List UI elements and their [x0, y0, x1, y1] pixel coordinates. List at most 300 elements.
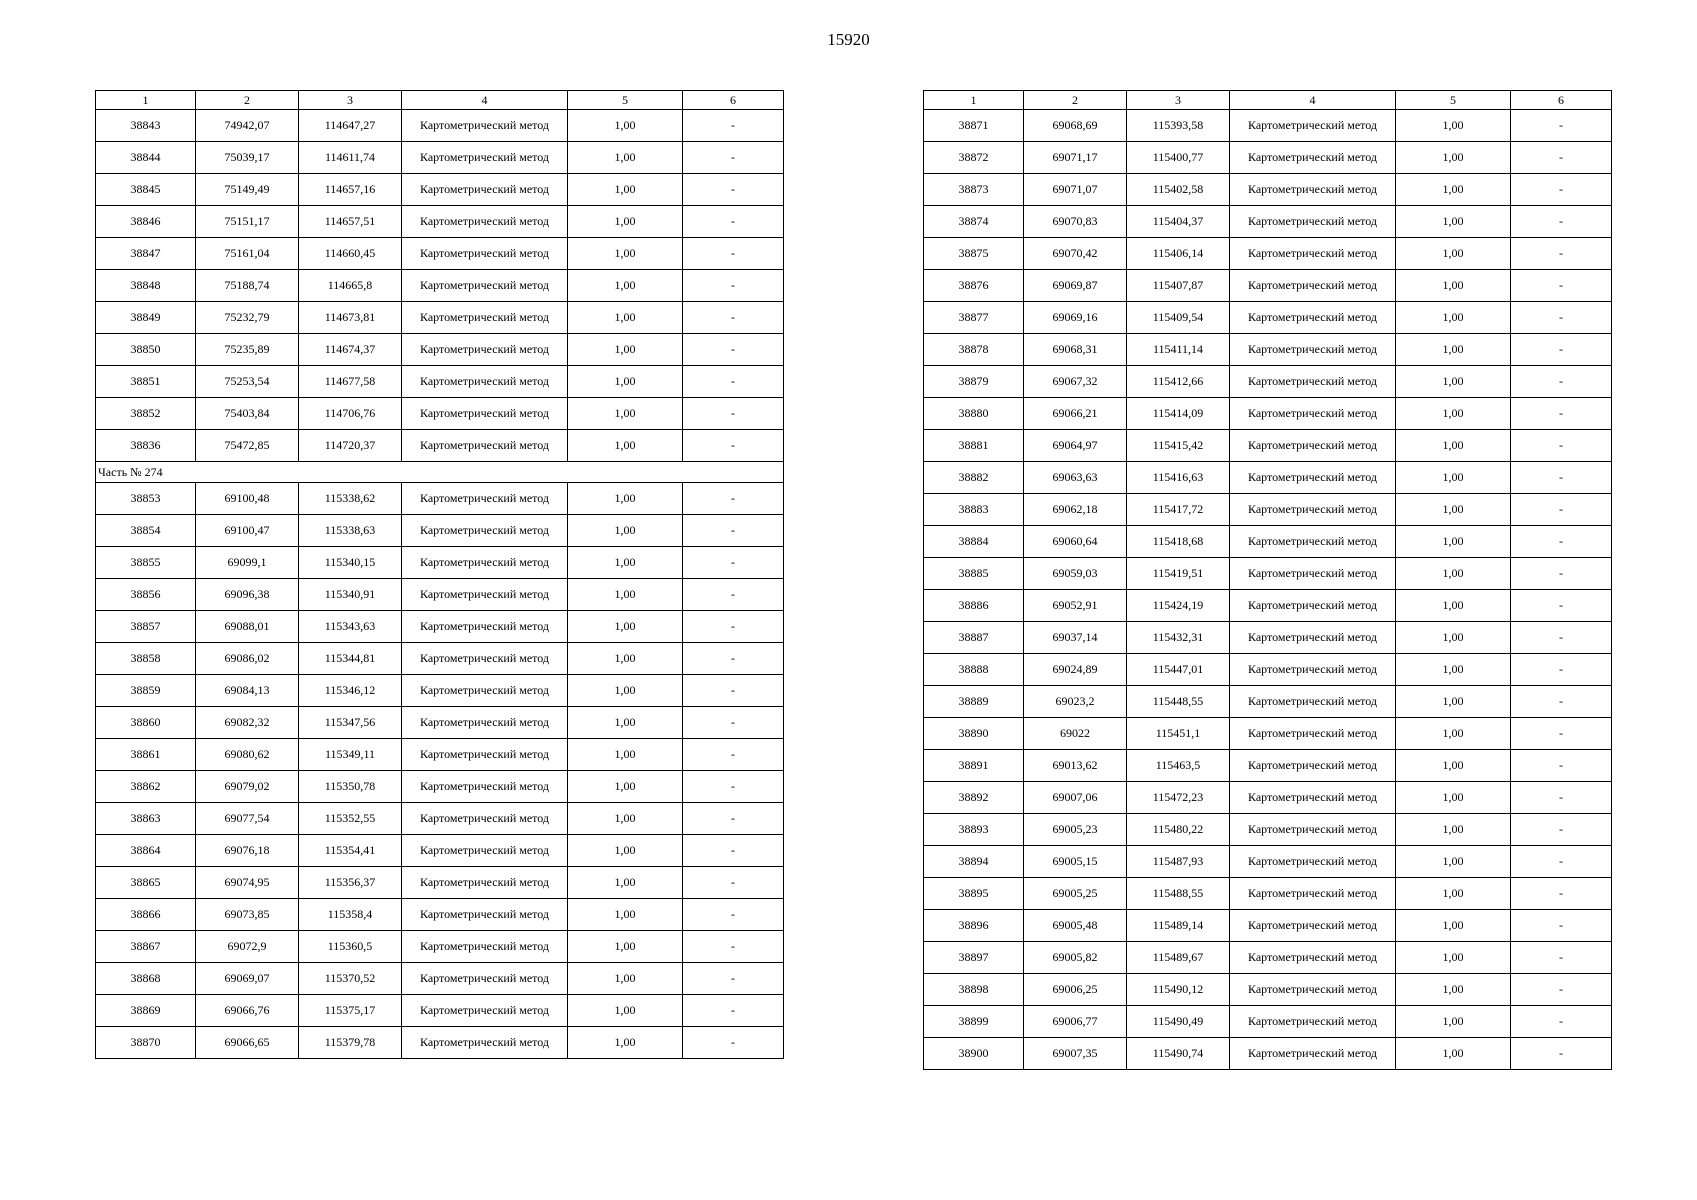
table-row: [924, 494, 1612, 526]
table-cell: -: [1511, 750, 1612, 782]
table-row: [96, 174, 784, 206]
table-cell: 38862: [96, 771, 196, 803]
table-cell: 115338,62: [299, 483, 402, 515]
table-cell: -: [683, 899, 784, 931]
table-cell: 1,00: [1396, 558, 1511, 590]
table-cell: Картометрический метод: [1230, 558, 1396, 590]
table-cell: -: [1511, 462, 1612, 494]
table-cell: 1,00: [1396, 910, 1511, 942]
table-cell: 38892: [924, 782, 1024, 814]
table-cell: -: [1511, 206, 1612, 238]
table-cell: 115360,5: [299, 931, 402, 963]
table-cell: Картометрический метод: [402, 270, 568, 302]
page-number: 15920: [827, 30, 870, 49]
table-cell: -: [683, 483, 784, 515]
table-cell: 69005,48: [1024, 910, 1127, 942]
table-cell: Картометрический метод: [1230, 110, 1396, 142]
table-cell: 1,00: [568, 739, 683, 771]
table-cell: 69005,15: [1024, 846, 1127, 878]
column-header: 6: [1511, 91, 1612, 110]
table-cell: 38898: [924, 974, 1024, 1006]
table-cell: 114611,74: [299, 142, 402, 174]
table-cell: 69005,23: [1024, 814, 1127, 846]
table-cell: 69006,25: [1024, 974, 1127, 1006]
table-cell: -: [683, 334, 784, 366]
table-cell: 1,00: [568, 366, 683, 398]
table-cell: 38852: [96, 398, 196, 430]
table-row: [924, 718, 1612, 750]
table-cell: 115393,58: [1127, 110, 1230, 142]
table-cell: 1,00: [568, 835, 683, 867]
table-cell: -: [1511, 718, 1612, 750]
table-cell: -: [683, 515, 784, 547]
table-cell: 69062,18: [1024, 494, 1127, 526]
table-cell: 1,00: [1396, 846, 1511, 878]
table-cell: 115419,51: [1127, 558, 1230, 590]
table-cell: Картометрический метод: [402, 995, 568, 1027]
table-row: [924, 238, 1612, 270]
table-cell: 38897: [924, 942, 1024, 974]
table-cell: Картометрический метод: [1230, 1006, 1396, 1038]
table-cell: 75188,74: [196, 270, 299, 302]
table-cell: -: [683, 739, 784, 771]
table-cell: 1,00: [568, 302, 683, 334]
table-cell: 38879: [924, 366, 1024, 398]
table-cell: 1,00: [1396, 686, 1511, 718]
column-header: 2: [1024, 91, 1127, 110]
table-cell: 75149,49: [196, 174, 299, 206]
table-cell: -: [683, 238, 784, 270]
table-cell: -: [1511, 846, 1612, 878]
table-cell: 38878: [924, 334, 1024, 366]
table-row: [924, 558, 1612, 590]
table-cell: 69066,21: [1024, 398, 1127, 430]
table-cell: 1,00: [1396, 1038, 1511, 1070]
table-cell: Картометрический метод: [402, 547, 568, 579]
table-cell: 1,00: [568, 547, 683, 579]
table-cell: 38891: [924, 750, 1024, 782]
table-cell: 38883: [924, 494, 1024, 526]
table-cell: 38899: [924, 1006, 1024, 1038]
table-cell: -: [683, 771, 784, 803]
table-header-row: [924, 91, 1612, 110]
table-cell: 115349,11: [299, 739, 402, 771]
table-cell: -: [1511, 494, 1612, 526]
table-row: [96, 995, 784, 1027]
table-cell: 38882: [924, 462, 1024, 494]
table-cell: 1,00: [1396, 238, 1511, 270]
table-cell: 115490,74: [1127, 1038, 1230, 1070]
table-cell: 69007,06: [1024, 782, 1127, 814]
table-cell: 1,00: [1396, 622, 1511, 654]
table-cell: Картометрический метод: [402, 867, 568, 899]
table-row: [96, 547, 784, 579]
table-cell: 69099,1: [196, 547, 299, 579]
table-cell: 115412,66: [1127, 366, 1230, 398]
table-cell: 115451,1: [1127, 718, 1230, 750]
table-cell: 38855: [96, 547, 196, 579]
table-row: [924, 782, 1612, 814]
table-row: [924, 526, 1612, 558]
table-cell: 1,00: [1396, 590, 1511, 622]
table-cell: 115414,09: [1127, 398, 1230, 430]
table-cell: 115417,72: [1127, 494, 1230, 526]
table-cell: 115375,17: [299, 995, 402, 1027]
table-cell: 38864: [96, 835, 196, 867]
table-cell: 38870: [96, 1027, 196, 1059]
table-row: [96, 931, 784, 963]
table-cell: 1,00: [1396, 750, 1511, 782]
section-heading: Часть № 274: [96, 462, 784, 483]
table-cell: 1,00: [568, 430, 683, 462]
table-cell: 115416,63: [1127, 462, 1230, 494]
table-row: [924, 462, 1612, 494]
table-cell: -: [683, 547, 784, 579]
table-row: [96, 515, 784, 547]
table-cell: Картометрический метод: [402, 899, 568, 931]
table-cell: 115352,55: [299, 803, 402, 835]
table-row: [96, 238, 784, 270]
table-cell: 38850: [96, 334, 196, 366]
table-cell: 69100,47: [196, 515, 299, 547]
table-cell: 38845: [96, 174, 196, 206]
table-cell: 38886: [924, 590, 1024, 622]
table-cell: 38860: [96, 707, 196, 739]
table-cell: Картометрический метод: [402, 430, 568, 462]
table-cell: 38868: [96, 963, 196, 995]
table-cell: 38900: [924, 1038, 1024, 1070]
table-cell: -: [1511, 814, 1612, 846]
table-cell: 1,00: [568, 270, 683, 302]
table-cell: 1,00: [568, 1027, 683, 1059]
table-row: [96, 579, 784, 611]
table-cell: 1,00: [1396, 718, 1511, 750]
table-row: [96, 771, 784, 803]
table-cell: 38893: [924, 814, 1024, 846]
table-cell: Картометрический метод: [402, 1027, 568, 1059]
table-row: [924, 878, 1612, 910]
column-header: 4: [402, 91, 568, 110]
table-cell: 115338,63: [299, 515, 402, 547]
table-cell: 69072,9: [196, 931, 299, 963]
table-cell: -: [1511, 270, 1612, 302]
table-row: [924, 110, 1612, 142]
table-cell: 38859: [96, 675, 196, 707]
table-cell: -: [1511, 398, 1612, 430]
column-header: 3: [299, 91, 402, 110]
table-cell: -: [683, 835, 784, 867]
table-cell: 1,00: [1396, 430, 1511, 462]
table-cell: 115432,31: [1127, 622, 1230, 654]
table-cell: 75151,17: [196, 206, 299, 238]
table-cell: 115487,93: [1127, 846, 1230, 878]
table-cell: 75161,04: [196, 238, 299, 270]
table-cell: Картометрический метод: [1230, 270, 1396, 302]
table-row: [924, 910, 1612, 942]
table-cell: Картометрический метод: [402, 579, 568, 611]
table-cell: 115411,14: [1127, 334, 1230, 366]
table-cell: 115418,68: [1127, 526, 1230, 558]
table-cell: Картометрический метод: [402, 302, 568, 334]
table-row: [924, 814, 1612, 846]
table-cell: 69077,54: [196, 803, 299, 835]
table-cell: 38874: [924, 206, 1024, 238]
table-cell: 1,00: [1396, 174, 1511, 206]
table-row: [96, 334, 784, 366]
table-cell: -: [1511, 238, 1612, 270]
table-cell: Картометрический метод: [1230, 590, 1396, 622]
table-cell: 115340,15: [299, 547, 402, 579]
table-cell: 115340,91: [299, 579, 402, 611]
table-cell: 38869: [96, 995, 196, 1027]
table-cell: Картометрический метод: [1230, 942, 1396, 974]
table-cell: 1,00: [568, 931, 683, 963]
table-cell: -: [1511, 142, 1612, 174]
table-cell: 75232,79: [196, 302, 299, 334]
table-cell: Картометрический метод: [1230, 878, 1396, 910]
table-cell: 1,00: [568, 579, 683, 611]
table-cell: -: [683, 174, 784, 206]
table-row: [96, 206, 784, 238]
table-cell: 114660,45: [299, 238, 402, 270]
table-row: [96, 398, 784, 430]
table-cell: -: [683, 302, 784, 334]
table-cell: 1,00: [568, 867, 683, 899]
table-cell: 69086,02: [196, 643, 299, 675]
table-cell: 69080,62: [196, 739, 299, 771]
table-row: [96, 707, 784, 739]
table-row: [924, 334, 1612, 366]
table-cell: 115472,23: [1127, 782, 1230, 814]
table-cell: 69068,69: [1024, 110, 1127, 142]
table-cell: 115346,12: [299, 675, 402, 707]
table-cell: 1,00: [1396, 366, 1511, 398]
table-cell: 69071,07: [1024, 174, 1127, 206]
table-row: [924, 270, 1612, 302]
table-cell: 69073,85: [196, 899, 299, 931]
table-cell: 114647,27: [299, 110, 402, 142]
table-cell: Картометрический метод: [1230, 782, 1396, 814]
table-cell: 74942,07: [196, 110, 299, 142]
table-cell: 114720,37: [299, 430, 402, 462]
table-cell: -: [1511, 878, 1612, 910]
table-cell: Картометрический метод: [1230, 462, 1396, 494]
table-row: [96, 675, 784, 707]
table-cell: Картометрический метод: [402, 334, 568, 366]
table-row: [924, 622, 1612, 654]
table-cell: -: [683, 643, 784, 675]
table-row: [924, 1006, 1612, 1038]
table-row: [924, 974, 1612, 1006]
table-cell: 1,00: [568, 238, 683, 270]
table-cell: -: [1511, 622, 1612, 654]
table-cell: 115343,63: [299, 611, 402, 643]
table-cell: 1,00: [1396, 526, 1511, 558]
table-cell: 115415,42: [1127, 430, 1230, 462]
table-cell: 38867: [96, 931, 196, 963]
table-cell: 75235,89: [196, 334, 299, 366]
table-row: [96, 643, 784, 675]
table-cell: 69064,97: [1024, 430, 1127, 462]
table-cell: 1,00: [568, 963, 683, 995]
table-cell: 69069,16: [1024, 302, 1127, 334]
table-cell: 115463,5: [1127, 750, 1230, 782]
table-cell: Картометрический метод: [402, 398, 568, 430]
table-cell: Картометрический метод: [1230, 334, 1396, 366]
table-cell: 115400,77: [1127, 142, 1230, 174]
table-cell: 69005,25: [1024, 878, 1127, 910]
table-cell: 1,00: [568, 515, 683, 547]
table-cell: 69006,77: [1024, 1006, 1127, 1038]
table-cell: Картометрический метод: [402, 707, 568, 739]
table-cell: -: [683, 579, 784, 611]
table-cell: Картометрический метод: [1230, 654, 1396, 686]
table-cell: Картометрический метод: [402, 675, 568, 707]
coordinates-table-left: [95, 90, 784, 1059]
table-cell: -: [683, 366, 784, 398]
table-cell: 38888: [924, 654, 1024, 686]
table-cell: Картометрический метод: [1230, 526, 1396, 558]
table-cell: 75403,84: [196, 398, 299, 430]
table-cell: 69052,91: [1024, 590, 1127, 622]
table-row: [96, 963, 784, 995]
table-cell: 115347,56: [299, 707, 402, 739]
table-cell: -: [1511, 1038, 1612, 1070]
table-row: [924, 1038, 1612, 1070]
table-cell: Картометрический метод: [1230, 910, 1396, 942]
table-cell: -: [1511, 974, 1612, 1006]
table-cell: 69068,31: [1024, 334, 1127, 366]
table-cell: Картометрический метод: [1230, 718, 1396, 750]
table-cell: 1,00: [1396, 462, 1511, 494]
table-row: [96, 110, 784, 142]
table-cell: -: [683, 707, 784, 739]
table-cell: 69024,89: [1024, 654, 1127, 686]
table-cell: -: [1511, 942, 1612, 974]
table-cell: 38863: [96, 803, 196, 835]
table-row: [96, 899, 784, 931]
table-cell: 69067,32: [1024, 366, 1127, 398]
table-cell: 115354,41: [299, 835, 402, 867]
table-cell: -: [1511, 302, 1612, 334]
table-cell: 69022: [1024, 718, 1127, 750]
table-cell: 1,00: [1396, 334, 1511, 366]
table-cell: 69070,83: [1024, 206, 1127, 238]
table-cell: 38856: [96, 579, 196, 611]
table-cell: -: [683, 963, 784, 995]
table-cell: 38872: [924, 142, 1024, 174]
table-cell: Картометрический метод: [402, 643, 568, 675]
column-header: 6: [683, 91, 784, 110]
table-cell: 75472,85: [196, 430, 299, 462]
table-cell: Картометрический метод: [1230, 366, 1396, 398]
table-cell: 69082,32: [196, 707, 299, 739]
table-row: [96, 483, 784, 515]
table-cell: 1,00: [568, 174, 683, 206]
table-cell: -: [1511, 526, 1612, 558]
table-cell: 115402,58: [1127, 174, 1230, 206]
table-cell: 38866: [96, 899, 196, 931]
table-row: [96, 430, 784, 462]
table-cell: 38871: [924, 110, 1024, 142]
table-cell: 115490,12: [1127, 974, 1230, 1006]
table-cell: 38873: [924, 174, 1024, 206]
table-cell: 115379,78: [299, 1027, 402, 1059]
table-cell: 1,00: [1396, 206, 1511, 238]
table-cell: 38894: [924, 846, 1024, 878]
table-cell: 38876: [924, 270, 1024, 302]
table-cell: -: [1511, 782, 1612, 814]
table-cell: -: [1511, 558, 1612, 590]
table-cell: 69079,02: [196, 771, 299, 803]
table-cell: 38843: [96, 110, 196, 142]
table-cell: 1,00: [568, 803, 683, 835]
table-cell: Картометрический метод: [402, 483, 568, 515]
table-cell: 115488,55: [1127, 878, 1230, 910]
table-cell: 1,00: [1396, 398, 1511, 430]
table-cell: Картометрический метод: [1230, 750, 1396, 782]
table-cell: -: [1511, 174, 1612, 206]
table-cell: Картометрический метод: [402, 963, 568, 995]
table-cell: Картометрический метод: [1230, 846, 1396, 878]
table-cell: 38895: [924, 878, 1024, 910]
table-cell: 75039,17: [196, 142, 299, 174]
table-cell: 1,00: [568, 483, 683, 515]
table-cell: 69007,35: [1024, 1038, 1127, 1070]
column-header: 4: [1230, 91, 1396, 110]
table-cell: Картометрический метод: [402, 931, 568, 963]
table-cell: 38836: [96, 430, 196, 462]
table-cell: -: [1511, 654, 1612, 686]
table-cell: 38844: [96, 142, 196, 174]
table-cell: 38896: [924, 910, 1024, 942]
table-cell: 38887: [924, 622, 1024, 654]
table-cell: 69023,2: [1024, 686, 1127, 718]
table-cell: 1,00: [568, 771, 683, 803]
table-row: [96, 142, 784, 174]
table-cell: -: [683, 803, 784, 835]
table-cell: 115344,81: [299, 643, 402, 675]
table-row: [96, 835, 784, 867]
table-cell: -: [683, 206, 784, 238]
table-cell: 115350,78: [299, 771, 402, 803]
table-cell: Картометрический метод: [1230, 430, 1396, 462]
table-cell: 115448,55: [1127, 686, 1230, 718]
table-row: [96, 867, 784, 899]
table-cell: 1,00: [568, 899, 683, 931]
table-cell: 1,00: [1396, 878, 1511, 910]
coordinates-table-right: [923, 90, 1612, 1070]
table-cell: -: [683, 142, 784, 174]
table-cell: Картометрический метод: [1230, 622, 1396, 654]
table-cell: 38846: [96, 206, 196, 238]
table-cell: 69074,95: [196, 867, 299, 899]
table-row: [96, 739, 784, 771]
table-row: [924, 142, 1612, 174]
table-cell: 1,00: [1396, 654, 1511, 686]
table-cell: 38857: [96, 611, 196, 643]
table-cell: -: [683, 995, 784, 1027]
table-cell: 1,00: [1396, 494, 1511, 526]
table-cell: -: [683, 675, 784, 707]
table-row: [924, 206, 1612, 238]
table-cell: 38889: [924, 686, 1024, 718]
table-row: [924, 750, 1612, 782]
section-heading-row: [96, 462, 784, 483]
table-row: [96, 366, 784, 398]
table-cell: Картометрический метод: [402, 142, 568, 174]
table-cell: 38877: [924, 302, 1024, 334]
